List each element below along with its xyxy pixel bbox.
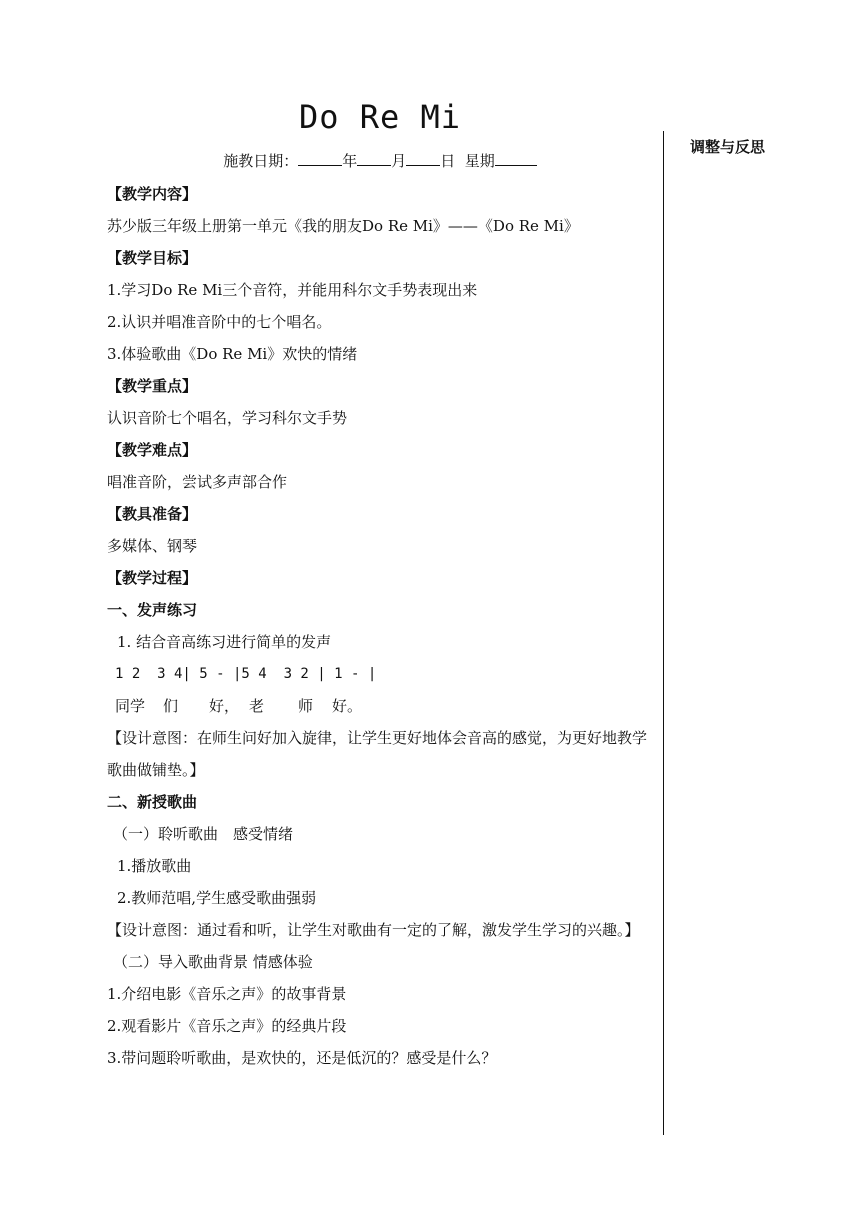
goal-item-3: 3.体验歌曲《Do Re Mi》欢快的情绪 bbox=[107, 345, 358, 363]
section-new-song: 二、新授歌曲 bbox=[107, 793, 198, 811]
year-blank bbox=[298, 151, 342, 166]
page-title: Do Re Mi bbox=[298, 98, 462, 136]
listen-item-2: 2.教师范唱,学生感受歌曲强弱 bbox=[117, 889, 317, 907]
year-label: 年 bbox=[342, 152, 358, 170]
numbered-notation: 1 2 3 4| 5 - |5 4 3 2 | 1 - | bbox=[115, 666, 377, 682]
weekday-label: 星期 bbox=[464, 152, 495, 170]
day-blank bbox=[406, 151, 440, 166]
subsection-song-background: （二）导入歌曲背景 情感体验 bbox=[113, 953, 313, 971]
teaching-date-line bbox=[0, 150, 760, 171]
lyric-word: 同学 bbox=[115, 697, 146, 715]
design-intent-2: 【设计意图：通过看和听，让学生对歌曲有一定的了解，激发学生学习的兴趣。】 bbox=[107, 921, 640, 939]
teaching-content-text: 苏少版三年级上册第一单元《我的朋友Do Re Mi》——《Do Re Mi》 bbox=[107, 217, 579, 235]
teaching-tools-text: 多媒体、钢琴 bbox=[107, 537, 198, 555]
background-item-1: 1.介绍电影《音乐之声》的故事背景 bbox=[107, 985, 347, 1003]
heading-difficult-points: 【教学难点】 bbox=[107, 441, 198, 459]
vocal-practice-item: 1. 结合音高练习进行简单的发声 bbox=[117, 633, 332, 651]
listen-item-1: 1.播放歌曲 bbox=[117, 857, 192, 875]
lesson-plan-body bbox=[107, 178, 659, 1074]
column-divider bbox=[663, 131, 664, 1135]
lyric-word: 师 bbox=[298, 697, 314, 715]
date-prefix: 施教日期： bbox=[223, 152, 299, 170]
lyric-word: 老 bbox=[249, 697, 265, 715]
month-label: 月 bbox=[391, 152, 407, 170]
heading-teaching-tools: 【教具准备】 bbox=[107, 505, 198, 523]
lyric-word: 好， bbox=[209, 697, 240, 715]
difficult-points-text: 唱准音阶，尝试多声部合作 bbox=[107, 473, 288, 491]
heading-key-points: 【教学重点】 bbox=[107, 377, 198, 395]
month-blank bbox=[357, 151, 391, 166]
background-item-2: 2.观看影片《音乐之声》的经典片段 bbox=[107, 1017, 347, 1035]
lyric-word: 好。 bbox=[332, 697, 363, 715]
goal-item-1: 1.学习Do Re Mi三个音符，并能用科尔文手势表现出来 bbox=[107, 281, 478, 299]
design-intent-1: 【设计意图：在师生问好加入旋律，让学生更好地体会音高的感觉，为更好地教学歌曲做铺垫。】 bbox=[107, 729, 648, 779]
heading-teaching-goals: 【教学目标】 bbox=[107, 249, 198, 267]
day-label: 日 bbox=[440, 152, 456, 170]
heading-teaching-process: 【教学过程】 bbox=[107, 569, 198, 587]
goal-item-2: 2.认识并唱准音阶中的七个唱名。 bbox=[107, 313, 332, 331]
weekday-blank bbox=[495, 151, 537, 166]
reflection-column-header: 调整与反思 bbox=[690, 138, 766, 156]
lyric-word: 们 bbox=[163, 697, 179, 715]
lyrics-line bbox=[107, 690, 659, 722]
key-points-text: 认识音阶七个唱名，学习科尔文手势 bbox=[107, 409, 348, 427]
heading-teaching-content: 【教学内容】 bbox=[107, 185, 198, 203]
subsection-listen-song: （一）聆听歌曲 感受情绪 bbox=[113, 825, 294, 843]
background-item-3: 3.带问题聆听歌曲，是欢快的，还是低沉的？感受是什么？ bbox=[107, 1049, 497, 1067]
section-vocal-practice: 一、发声练习 bbox=[107, 601, 198, 619]
